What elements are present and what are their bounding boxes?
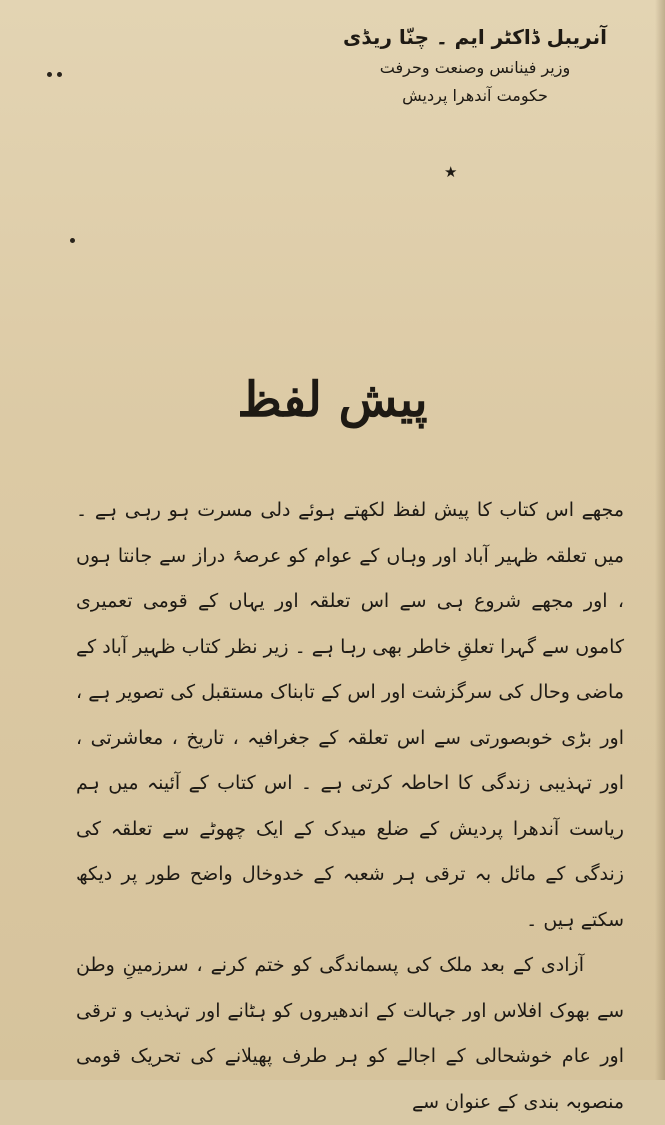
page-title: پیش لفظ <box>237 372 428 428</box>
dedication-header <box>325 20 625 110</box>
government-name: حکومت آندھرا پردیش <box>402 86 548 105</box>
margin-dot <box>47 72 52 77</box>
foreword-body <box>76 488 624 1125</box>
minister-title: وزیر فینانس وصنعت وحرفت <box>379 58 571 77</box>
margin-dot <box>70 238 75 243</box>
margin-dot <box>57 72 62 77</box>
paragraph-2: آزادی کے بعد ملک کی پسماندگی کو ختم کرنے ، سرزمینِ وطن سے بھوک افلاس اور جہالت کے اندھیروں کو ہٹانے اور تہذیب و ترقی اور عام خوشحالی کے اجالے کو ہر طرف پھیلانے کی تحریک قومی منصوبہ بندی کے عنوان سے <box>76 954 624 1113</box>
page-edge-shadow <box>655 0 665 1080</box>
minister-name: آنریبل ڈاکٹر ایم ۔ چنّا ریڈی <box>343 25 607 49</box>
star-ornament: ★ <box>444 163 458 181</box>
paragraph-1: مجھے اس کتاب کا پیش لفظ لکھتے ہوئے دلی مسرت ہو رہی ہے ۔ میں تعلقہ ظہیر آباد اور وہاں کے عوام کو عرصۂ دراز سے جانتا ہوں ، اور مجھے شروع ہی سے اس تعلقہ اور یہاں کے قومی تعمیری کاموں سے گہرا تعلقِ خاطر بھی رہا ہے ۔ زیر نظر کتاب ظہیر آباد کے ماضی وحال کی سرگزشت اور اس کے تابناک مستقبل کی تصویر ہے ، اور بڑی خوبصورتی سے اس تعلقہ کے جغرافیہ ، تاریخ ، معاشرتی ، اور تہذیبی زندگی کا احاطہ کرتی ہے ۔ اس کتاب کے آئینہ میں ہم ریاست آندھرا پردیش کے ضلع میدک کے ایک چھوٹے سے تعلقہ کی زندگی کے مائل بہ ترقی ہر شعبہ کے خدوخال واضح طور پر دیکھ سکتے ہیں ۔ <box>76 499 624 931</box>
